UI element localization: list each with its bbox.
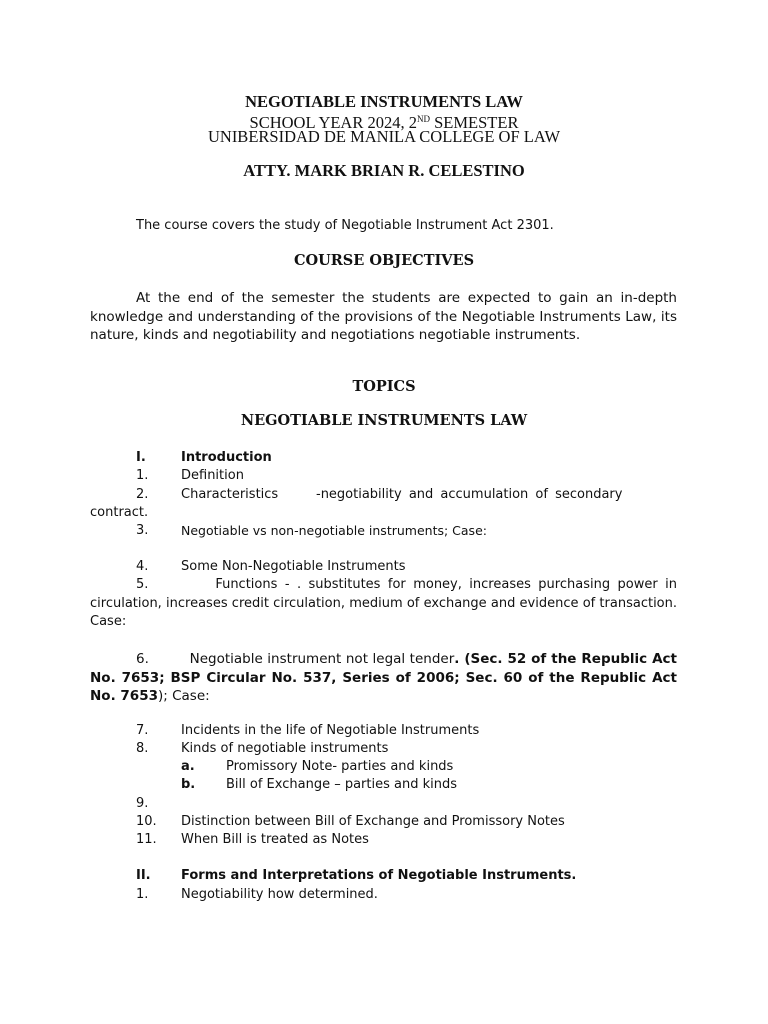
item-number: 8. (136, 741, 149, 756)
professor-name: ATTY. MARK BRIAN R. CELESTINO (243, 161, 525, 180)
section-1-number: I. (136, 450, 146, 465)
item-number: 1. (136, 887, 149, 902)
item-functions: 5. Functions - . substitutes for money, increases purchasing power in circulation, increases credit circulation, medium of exchange and evidence of transaction. Case: (90, 577, 677, 629)
item-definition: Definition (181, 468, 244, 483)
item-number: 7. (136, 723, 149, 738)
course-intro: The course covers the study of Negotiable Instrument Act 2301. (136, 218, 554, 233)
objectives-text: At the end of the semester the students are expected to gain an in-depth knowledge and understanding of the provisions of the Negotiable Instruments Law, its nature, kinds and negotiability and negotiations negotiable instruments. (90, 290, 677, 343)
item-negotiability: Negotiability how determined. (181, 887, 378, 902)
item-characteristics-wrap: contract. (90, 505, 149, 520)
item-legal-tender: 6. Negotiable instrument not legal tender. (Sec. 52 of the Republic Act No. 7653; BSP Circular No. 537, Series of 2006; Sec. 60 of the Republic Act No. 7653); Case: (90, 651, 677, 704)
topics-heading: TOPICS (352, 378, 416, 395)
item-number: 1. (136, 468, 149, 483)
subitem-promissory-note: Promissory Note- parties and kinds (226, 759, 454, 774)
item-bill-as-notes: When Bill is treated as Notes (181, 832, 369, 847)
item-characteristics: Characteristics (181, 487, 279, 502)
subitem-letter: b. (181, 777, 196, 792)
section-1-title: Introduction (181, 450, 272, 465)
item-number: 4. (136, 559, 149, 574)
item-characteristics-tail: -negotiability and accumulation of secondary (316, 487, 623, 502)
item-kinds: Kinds of negotiable instruments (181, 741, 389, 756)
item-number: 10. (136, 814, 157, 829)
item-non-negotiable: Some Non-Negotiable Instruments (181, 559, 406, 574)
subitem-bill-of-exchange: Bill of Exchange – parties and kinds (226, 777, 458, 792)
topics-subheading: NEGOTIABLE INSTRUMENTS LAW (240, 412, 528, 429)
item-number: 11. (136, 832, 157, 847)
item-number: 2. (136, 487, 149, 502)
objectives-heading: COURSE OBJECTIVES (293, 252, 475, 269)
item-distinction: Distinction between Bill of Exchange and Promissory Notes (181, 814, 565, 829)
section-2-number: II. (136, 868, 151, 883)
item-number: 3. (136, 523, 149, 538)
subitem-letter: a. (181, 759, 195, 774)
item-negotiable-vs-non: Negotiable vs non-negotiable instruments; Case: (181, 523, 487, 538)
item-incidents: Incidents in the life of Negotiable Instruments (181, 723, 480, 738)
section-2-title: Forms and Interpretations of Negotiable Instruments. (181, 868, 577, 883)
item-number: 9. (136, 796, 149, 811)
document-title: NEGOTIABLE INSTRUMENTS LAW (245, 92, 523, 111)
school-name: UNIBERSIDAD DE MANILA COLLEGE OF LAW (207, 127, 561, 146)
school-year: SCHOOL YEAR 2024, 2ND SEMESTER (249, 113, 519, 132)
